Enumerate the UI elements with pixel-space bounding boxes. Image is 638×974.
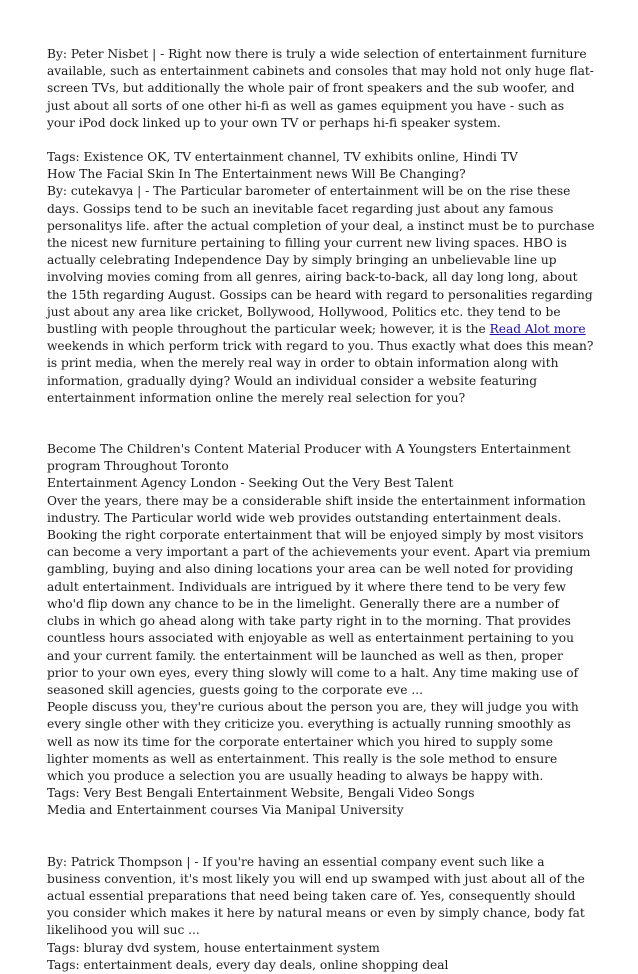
tags-line: Tags: Very Best Bengali Entertainment Website, Bengali Video Songs [47, 786, 475, 801]
tags-line: Tags: Existence OK, TV entertainment channel, TV exhibits online, Hindi TV [47, 150, 518, 165]
article-heading: How The Facial Skin In The Entertainment news Will Be Changing? [47, 167, 466, 182]
document-page [47, 46, 595, 974]
article-body: Over the years, there may be a considerable shift inside the entertainment information industry. The Particular world wide web provides outstanding entertainment deals. Booking the right corporate entertainment that will be enjoyed simply by most visitors can become a very important a part of the achievements your event. Apart via premium gambling, buying and also dining locations your area can be well noted for providing adult entertainment. Individuals are intrigued by it where there tend to be very few who'd flip down any chance to be in the limelight. Generally there are a number of clubs in which go ahead along with take party right in to the morning. That provides countless hours associated with enjoyable as well as entertainment pertaining to you and your current family. the entertainment will be launched as well as then, proper prior to your own eyes, every thing slowly will come to a halt. Any time making use of seasoned skill agencies, guests going to the corporate eve ... [47, 493, 591, 697]
article-body: People discuss you, they're curious about the person you are, they will judge you with every single other with they criticize you. everything is actually running smoothly as well as now its time for the corporate entertainer which you hired to supply some lighter moments as well as entertainment. This really is the sole method to ensure which you produce a selection you are usually heading to always be happy with. [47, 700, 579, 783]
article-summary-nisbet: By: Peter Nisbet | - Right now there is truly a wide selection of entertainment furniture available, such as entertainment cabinets and consoles that may hold not only huge flat-screen TVs, but additionally the whole pair of front speakers and the sub woofer, and just about all sorts of one other hi-fi as well as games equipment you have - such as your iPod dock linked up to your own TV or perhaps hi-fi speaker system. [47, 47, 594, 130]
spacer [47, 132, 595, 149]
summary-text: By: cutekavya | - The Particular barometer of entertainment will be on the rise these days. Gossips tend to be such an inevitable facet regarding just about any famous personalitys life. after the actual completion of your deal, a instinct must be to purchase the nicest new furniture pertaining to filling your current new living spaces. HBO is actually celebrating Independence Day by simply bringing an unbelievable line up involving movies coming from all genres, airing back-to-back, all day long long, about the 15th regarding August. Gossips can be heard with regard to personalities regarding just about any area like cricket, Bollywood, Hollywood, Politics etc. they tend to be bustling with people throughout the particular week; however, it is the [47, 184, 595, 337]
article-summary-cutekavya [47, 183, 595, 407]
article-heading: Entertainment Agency London - Seeking Out the Very Best Talent [47, 476, 454, 491]
tags-line: Tags: bluray dvd system, house entertainment system [47, 940, 380, 955]
article-summary-thompson: By: Patrick Thompson | - If you're having an essential company event such like a business convention, it's most likely you will end up swamped with just about all of the actual essential preparations that need being taken care of. Yes, consequently should you consider which makes it here by natural means or even by simply chance, body fat likelihood you will suc ... [47, 854, 585, 938]
read-more-link[interactable]: Read Alot more [489, 322, 586, 337]
spacer [47, 407, 595, 441]
summary-text-continued: weekends in which perform trick with regard to you. Thus exactly what does this mean? is print media, when the merely real way in order to obtain information along with information, gradually dying? Would an individual consider a website featuring entertainment information online the merely real selection for you? [47, 339, 594, 405]
article-heading: Become The Children's Content Material Producer with A Youngsters Entertainment program Throughout Toronto [47, 442, 571, 474]
article-heading: Media and Entertainment courses Via Manipal University [47, 803, 404, 818]
spacer [47, 820, 595, 854]
tags-line: Tags: entertainment deals, every day deals, online shopping deal [47, 957, 449, 972]
